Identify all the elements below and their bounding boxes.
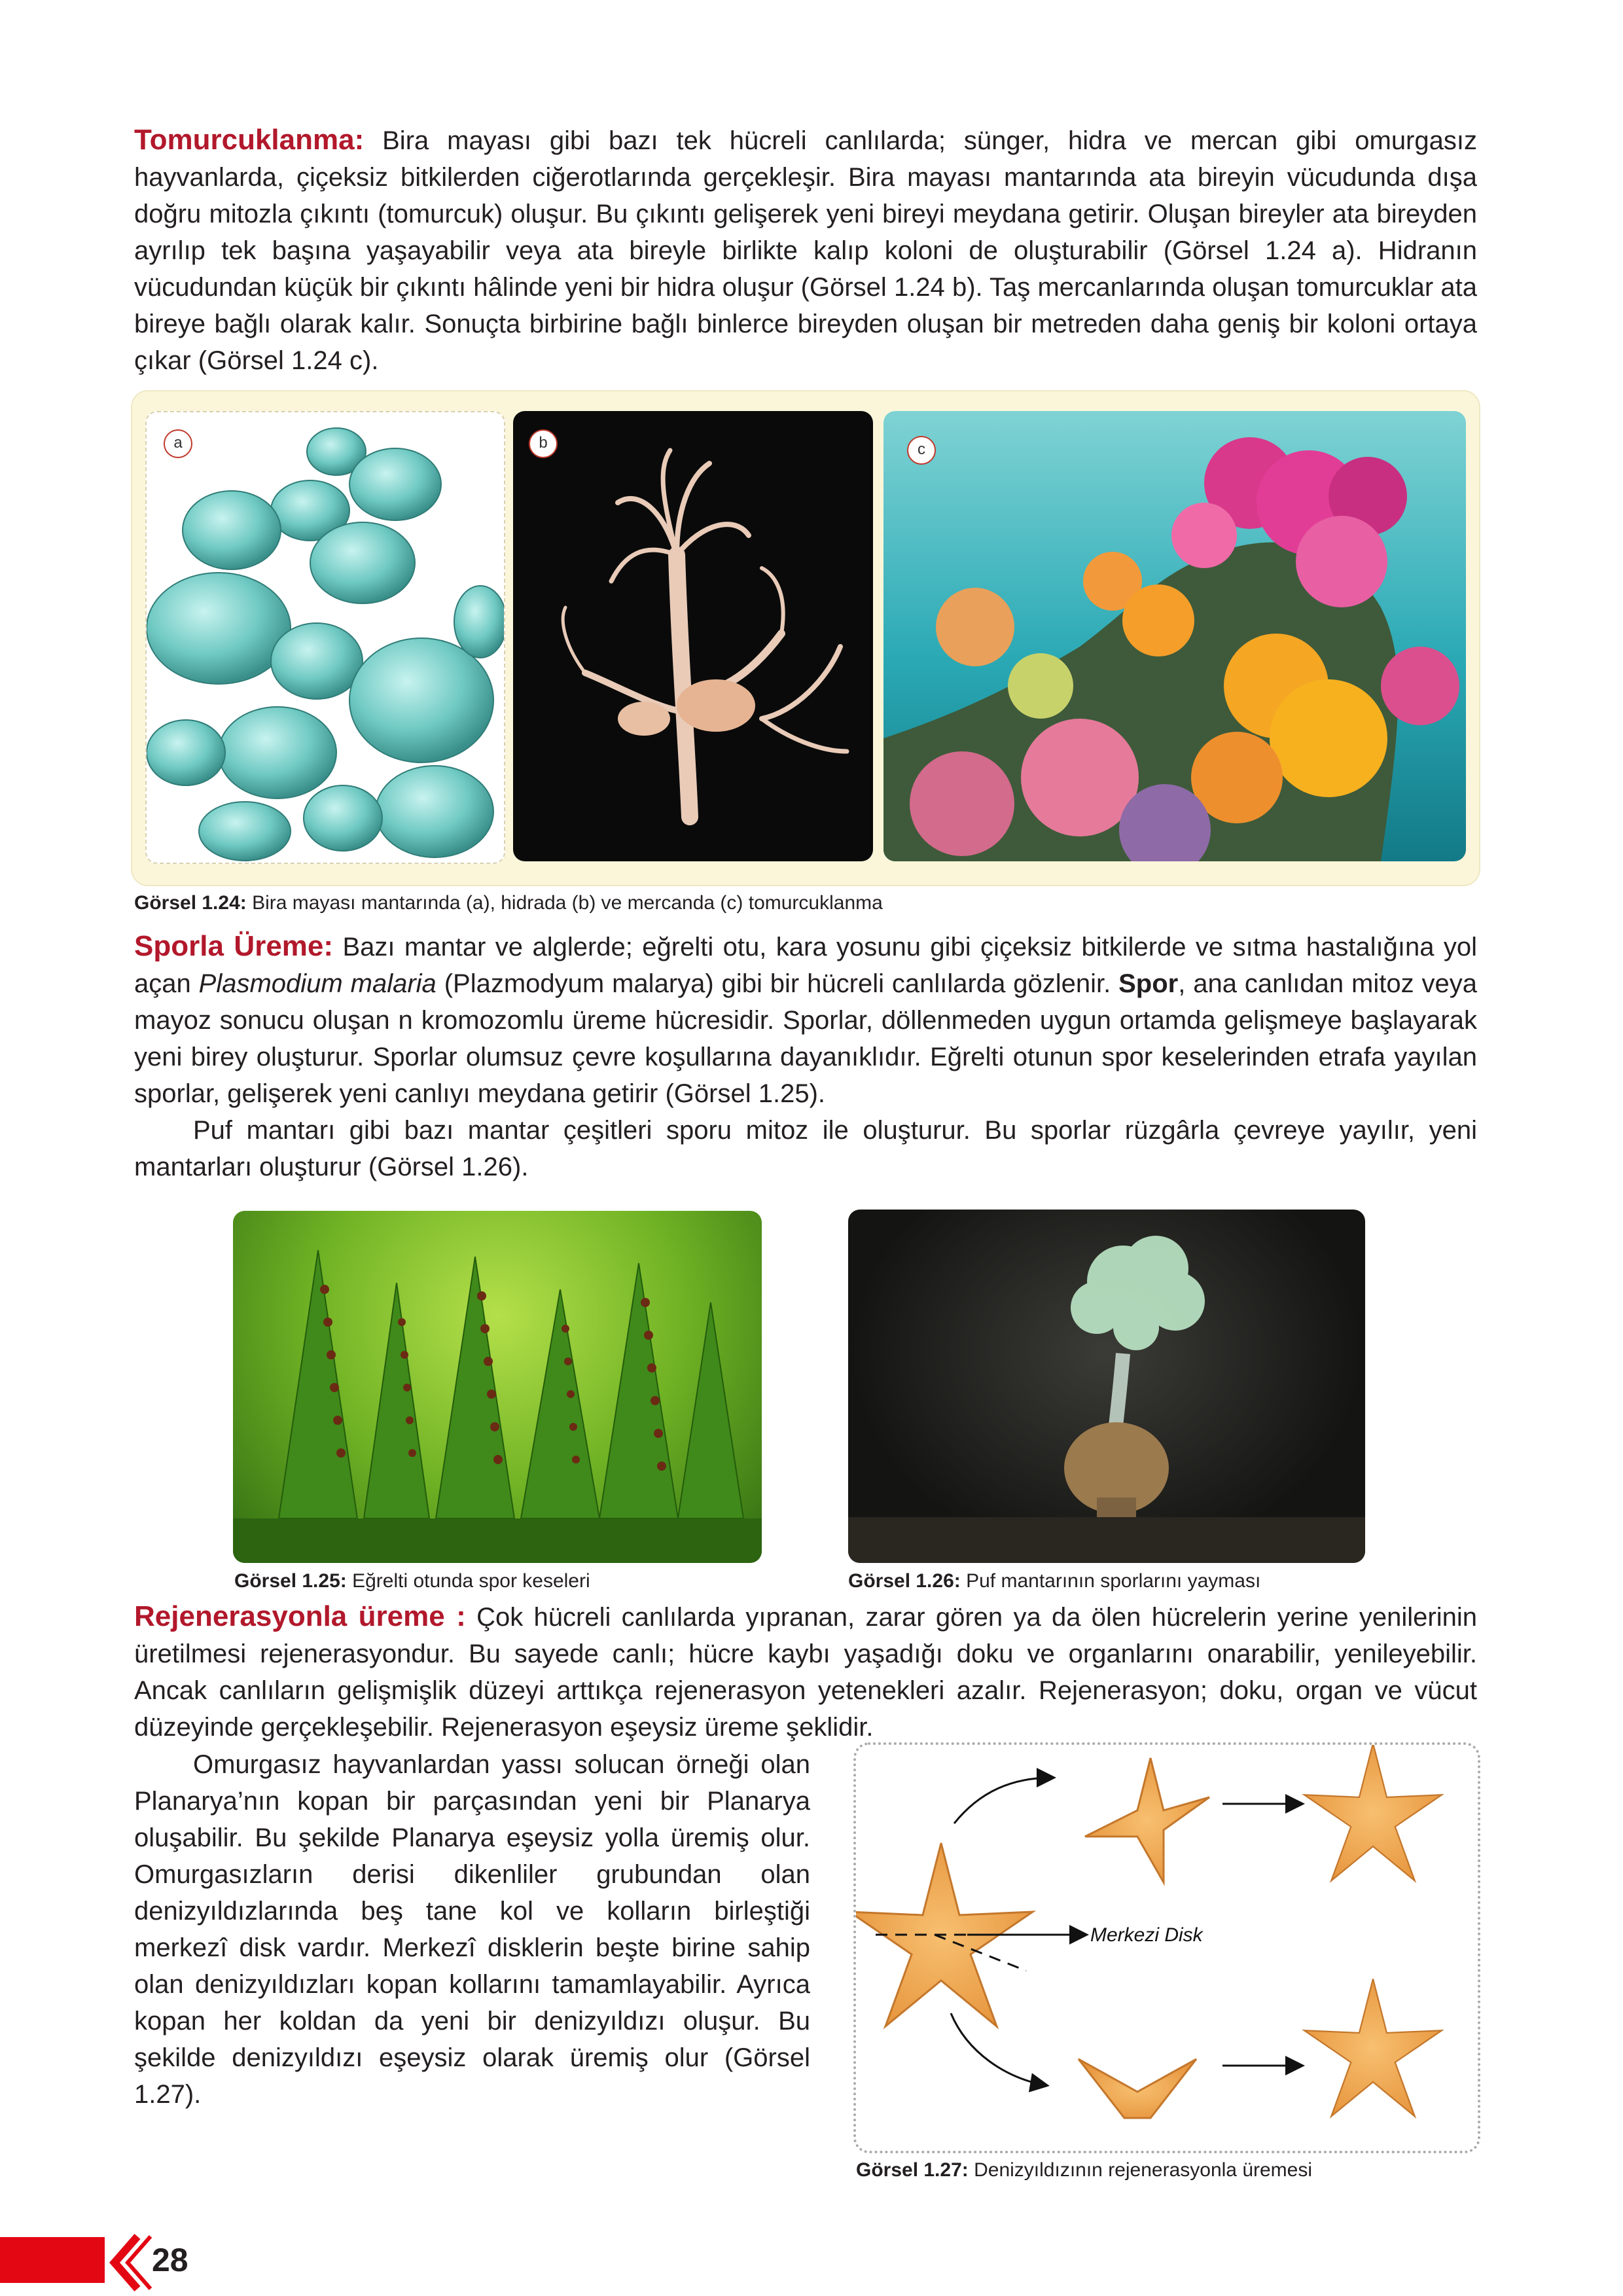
page-footer [0, 2232, 196, 2296]
spore-term: Spor [1118, 969, 1179, 998]
regeneration-heading: Rejenerasyonla üreme : [134, 1600, 466, 1632]
page-number: 28 [152, 2242, 188, 2278]
spore-text-a: Bazı mantar ve alglerde; eğrelti otu, kara yosunu gibi çiçeksiz bitkilerde ve sıtma hastalığına yol açan [134, 933, 1478, 998]
footer-bar [0, 2237, 105, 2283]
puffball-paragraph: Puf mantarı gibi bazı mantar çeşitleri sporu mitoz ile oluşturur. Bu sporlar rüzgârla çevreye yayılır, yeni mantarları oluşturur (Görsel 1.26). [134, 1116, 1477, 1181]
hydra-photo [513, 411, 873, 861]
spore-text-b: (Plazmodyum malarya) gibi bir hücreli canlılarda gözlenir. [436, 969, 1119, 998]
spore-paragraph [134, 928, 1477, 1185]
spore-species: Plasmodium malaria [198, 969, 437, 998]
budding-heading: Tomurcuklanma: [134, 124, 365, 156]
budding-text: Bira mayası gibi bazı tek hücreli canlılarda; sünger, hidra ve mercan gibi omurgasız hayvanlarda, çiçeksiz bitkilerden ciğerotlarında gerçekleşir. Bira mayası mantarında ata bireyin vücudunda dışa doğru mitozla çıkıntı (tomurcuk) oluşur. Bu çıkıntı gelişerek yeni bireyi meydana getirir. Oluşan bireyler ata bireyden ayrılıp tek başına yaşayabilir veya ata bireyle birlikte kalıp koloni de oluşturabilir (Görsel 1.24 a). Hidranın vücudundan küçük bir çıkıntı hâlinde yeni bir hidra oluşur (Görsel 1.24 b). Taş mercanlarında oluşan tomurcuklar ata bireye bağlı olarak kalır. Sonuçta birbirine bağlı binlerce bireyden oluşan bir metreden daha geniş bir koloni ortaya çıkar (Görsel 1.24 c). [134, 126, 1477, 375]
starfish-text: Omurgasız hayvanlardan yassı solucan örneği olan Planarya’nın kopan bir parçasından yeni bir Planarya oluşabilir. Bu şekilde Planarya eşeysiz yolla üremiş olur. Omurgasızların derisi dikenliler grubundan olan denizyıldızlarında beş tane kol ve kolların birleştiği merkezî disk vardır. Merkezî disklerin beşte birine sahip olan denizyıldızları kopan kollarını tamamlayabilir. Ayrıca kopan her koldan da yeni bir denizyıldızı oluşur. Bu şekilde denizyıldızı eşeysiz olarak üremiş olur (Görsel 1.27). [134, 1750, 810, 2109]
chevron-left-icon [105, 2233, 157, 2292]
fern-photo [233, 1211, 762, 1563]
caption-number: Görsel 1.27: [856, 2159, 969, 2181]
caption-number: Görsel 1.25: [234, 1570, 347, 1592]
coral-photo [883, 411, 1466, 861]
figure-1-24 [131, 390, 1480, 886]
spore-heading: Sporla Üreme: [134, 930, 334, 962]
figure-1-27 [853, 1742, 1480, 2153]
figure-label-a: a [164, 429, 192, 458]
caption-text: Puf mantarının sporlarını yayması [966, 1570, 1261, 1592]
figure-label-b: b [529, 429, 558, 458]
disk-label: Merkezi Disk [1090, 1924, 1203, 1946]
yeast-photo [145, 411, 505, 864]
budding-paragraph [134, 122, 1477, 379]
puffball-photo [848, 1210, 1365, 1563]
figure-label-c: c [907, 436, 936, 465]
figure-1-26-caption [848, 1570, 1260, 1593]
figure-1-25-caption [234, 1570, 590, 1593]
figure-1-24-caption [134, 891, 883, 915]
caption-number: Görsel 1.24: [134, 892, 247, 914]
caption-text: Bira mayası mantarında (a), hidrada (b) ve mercanda (c) tomurcuklanma [252, 892, 883, 914]
caption-number: Görsel 1.26: [848, 1570, 961, 1592]
spore-text-c: , ana canlıdan mitoz veya mayoz sonucu oluşan n kromozomlu üreme hücresidir. Sporlar, döllenmeden uygun ortamda gelişmeye başlayarak yeni birey oluşturur. Sporlar olumsuz çevre koşullarına dayanıklıdır. Eğrelti otunun spor keselerinden etrafa yayılan sporlar, gelişerek yeni canlıyı meydana getirir (Görsel 1.25). [134, 969, 1478, 1108]
regeneration-text: Çok hücreli canlılarda yıpranan, zarar gören ya da ölen hücrelerin yerine yenilerinin üretilmesi rejenerasyondur. Bu sayede canlı; hücre kaybı yaşadığı doku ve organlarını onarabilir, yenileyebilir. Ancak canlıların gelişmişlik düzeyi arttıkça rejenerasyon yetenekleri azalır. Rejenerasyon; doku, organ ve vücut düzeyinde gerçekleşebilir. Rejenerasyon eşeysiz üreme şeklidir. [134, 1603, 1477, 1742]
caption-text: Eğrelti otunda spor keseleri [352, 1570, 590, 1592]
caption-text: Denizyıldızının rejenerasyonla üremesi [974, 2159, 1313, 2181]
starfish-paragraph [134, 1746, 810, 2113]
regeneration-paragraph [134, 1598, 1477, 1746]
figure-1-27-caption [856, 2159, 1312, 2182]
